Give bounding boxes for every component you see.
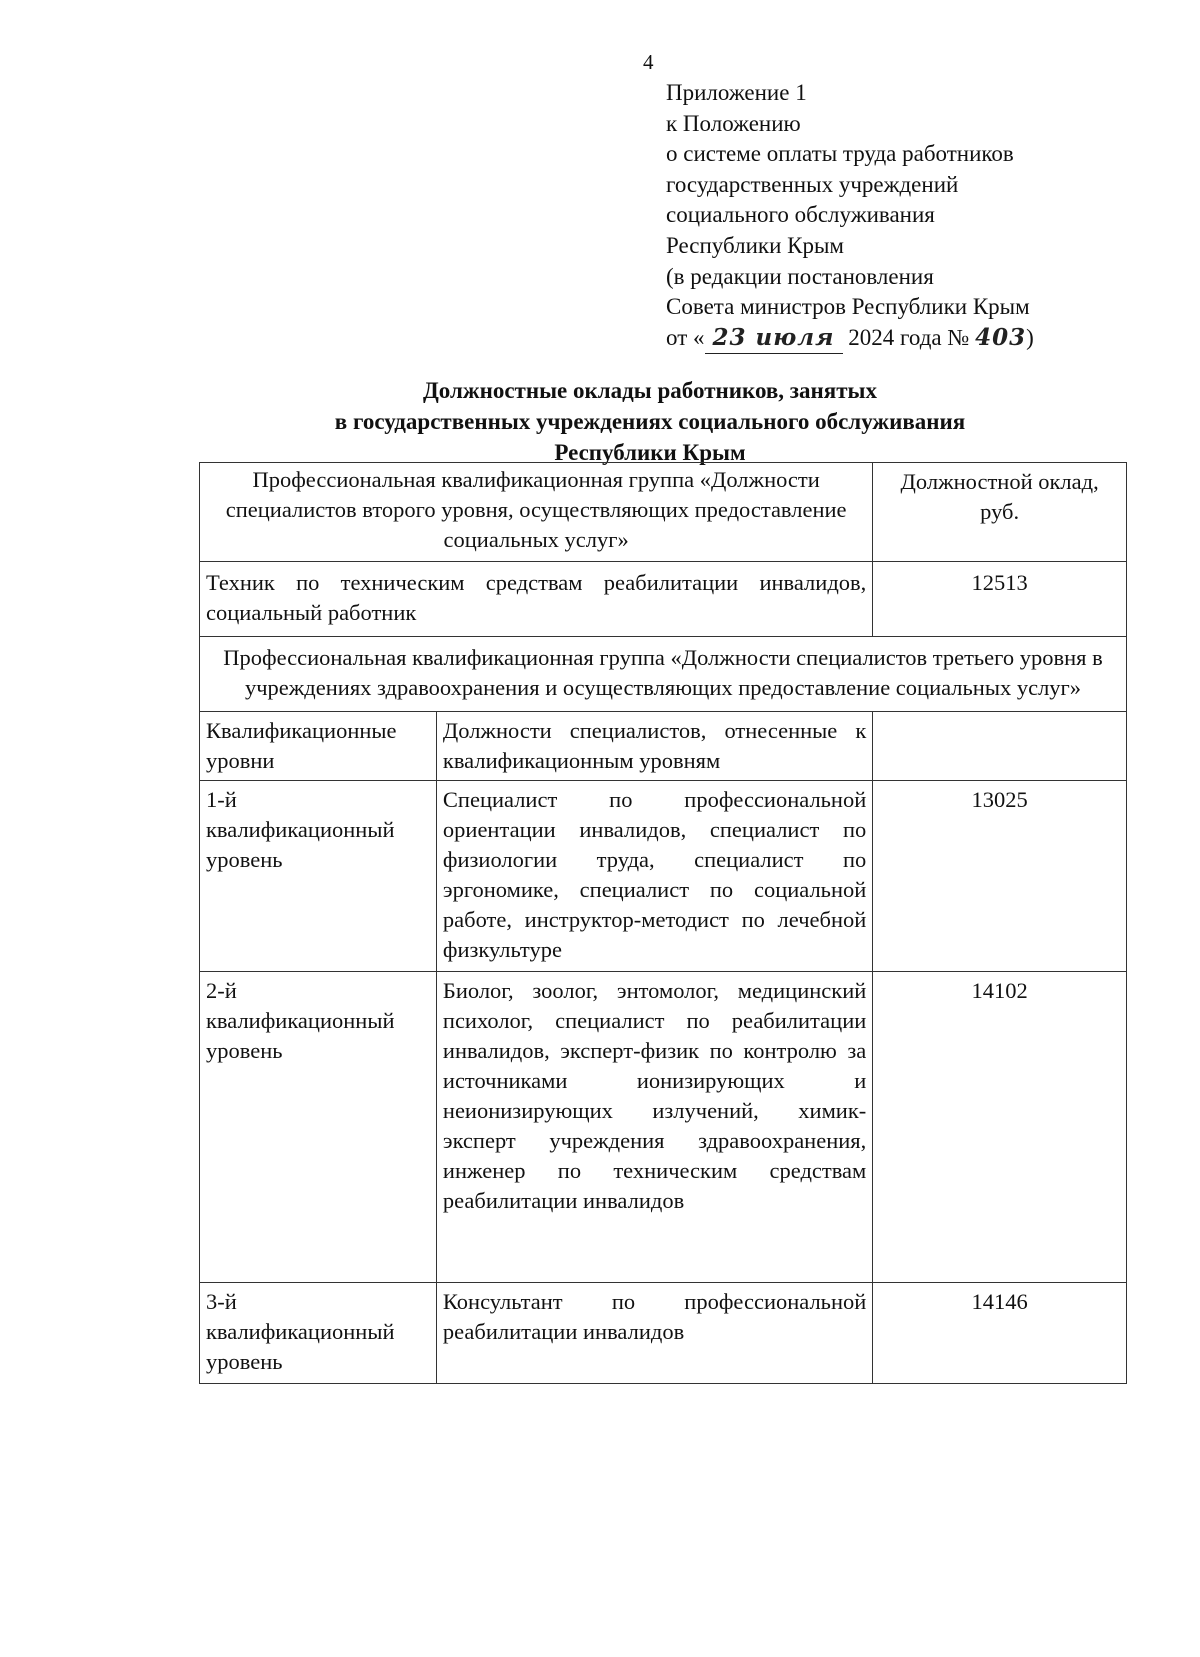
- table-row: [200, 562, 1127, 637]
- table-row: [200, 781, 1127, 972]
- handwritten-date: 23 июля: [705, 323, 843, 355]
- title-line: Должностные оклады работников, занятых: [422, 378, 877, 403]
- level-cell: 1-й квалификационный уровень: [200, 781, 437, 972]
- level-cell: 3-й квалификационный уровень: [200, 1283, 437, 1384]
- group1-header: Профессиональная квалификационная группа «Должности специалистов второго уровня, осуществляющих предоставление социальных услуг»: [200, 463, 873, 562]
- date-suffix: 2024 года №: [842, 324, 976, 350]
- positions-cell: Биолог, зоолог, энтомолог, медицинский психолог, специалист по реабилитации инвалидов, эксперт-физик по контролю за источниками ионизирующих и неионизирующих излучений, химик-эксперт учреждения здравоохранения, инженер по техническим средствам реабилитации инвалидов: [436, 972, 872, 1283]
- appendix-line: о системе оплаты труда работников: [666, 141, 1014, 167]
- table-row: [200, 463, 1127, 562]
- appendix-line: Совета министров Республики Крым: [666, 294, 1030, 320]
- page-number: 4: [643, 50, 654, 74]
- table-row: [200, 637, 1127, 712]
- date-close: ): [1026, 324, 1034, 350]
- column-header-positions: Должности специалистов, отнесенные к квалификационным уровням: [436, 712, 872, 781]
- date-prefix: от «: [666, 324, 705, 350]
- group1-salary: 12513: [873, 562, 1127, 637]
- appendix-block: [666, 78, 1034, 354]
- document-title: [200, 375, 1100, 468]
- appendix-line: государственных учреждений: [666, 171, 959, 197]
- appendix-line: Приложение 1: [666, 80, 807, 105]
- salary-column-header: Должностной оклад, руб.: [873, 463, 1127, 562]
- positions-cell: Специалист по профессиональной ориентации инвалидов, специалист по физиологии труда, специалист по эргономике, специалист по социальной работе, инструктор-методист по лечебной физкультуре: [436, 781, 872, 972]
- column-header-levels: Квалификационные уровни: [200, 712, 437, 781]
- salary-cell: 14146: [873, 1283, 1127, 1384]
- table-row: [200, 1283, 1127, 1384]
- title-line: Республики Крым: [554, 440, 746, 465]
- handwritten-number: 403: [975, 323, 1027, 351]
- appendix-line: Республики Крым: [666, 232, 844, 258]
- title-line: в государственных учреждениях социального обслуживания: [334, 409, 966, 434]
- group2-header: Профессиональная квалификационная группа «Должности специалистов третьего уровня в учреждениях здравоохранения и осуществляющих предоставление социальных услуг»: [200, 637, 1127, 712]
- salary-cell: 13025: [873, 781, 1127, 972]
- salary-table: [199, 462, 1127, 1384]
- appendix-line: к Положению: [666, 110, 801, 136]
- table-row: [200, 972, 1127, 1283]
- table-row: [200, 712, 1127, 781]
- group1-position: Техник по техническим средствам реабилитации инвалидов, социальный работник: [200, 562, 873, 637]
- column-header-salary-empty: [873, 712, 1127, 781]
- appendix-line: (в редакции постановления: [666, 263, 934, 289]
- appendix-date-line: [666, 323, 1034, 355]
- appendix-line: социального обслуживания: [666, 202, 935, 228]
- positions-cell: Консультант по профессиональной реабилитации инвалидов: [436, 1283, 872, 1384]
- level-cell: 2-й квалификационный уровень: [200, 972, 437, 1283]
- salary-cell: 14102: [873, 972, 1127, 1283]
